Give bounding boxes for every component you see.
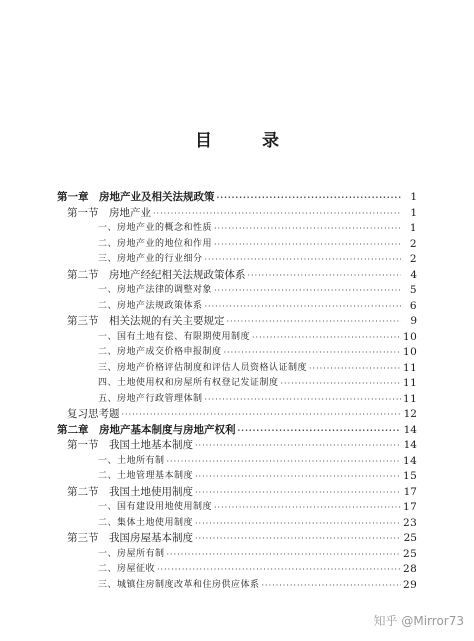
toc-page-number: 23 — [403, 516, 417, 529]
dot-leader — [281, 376, 401, 392]
dot-leader — [195, 438, 401, 454]
dot-leader — [214, 283, 401, 299]
dot-leader — [227, 314, 402, 330]
toc-page-number: 10 — [403, 346, 417, 358]
toc-entry-label: 二、房地产业的地位和作用 — [98, 238, 213, 249]
dot-leader — [248, 268, 402, 284]
toc-section-row[interactable] — [57, 485, 417, 501]
toc-page-number: 10 — [403, 330, 417, 343]
dot-leader — [195, 516, 401, 532]
toc-entry-label: 第一节 房地产业 — [67, 206, 151, 219]
toc-entry-label: 一、国有建设用地使用制度 — [98, 502, 213, 512]
toc-chapter-row[interactable] — [57, 423, 417, 439]
toc-entry-label: 四、土地使用权和房屋所有权登记发证制度 — [98, 378, 279, 388]
toc-title: 目 录 — [195, 131, 301, 151]
toc-page-number: 12 — [403, 408, 417, 420]
toc-page-number: 14 — [403, 454, 417, 467]
toc-page-number: 6 — [409, 299, 417, 312]
toc-item-row[interactable] — [57, 221, 417, 237]
toc-entry-label: 二、土地管理基本制度 — [98, 471, 194, 481]
toc-entry-label: 第二节 我国土地使用制度 — [67, 485, 193, 498]
dot-leader — [238, 423, 402, 439]
toc-item-row[interactable] — [57, 469, 417, 485]
toc-entry-label: 复习思考题 — [67, 408, 120, 420]
toc-entry-label: 第一章 房地产业及相关法规政策 — [57, 191, 215, 203]
toc-entry-label: 一、国有土地有偿、有限期使用制度 — [98, 331, 251, 342]
toc-item-row[interactable] — [57, 361, 417, 377]
dot-leader — [214, 221, 401, 237]
dot-leader — [252, 330, 401, 346]
toc-item-row[interactable] — [57, 562, 417, 578]
toc-entry-label: 二、房地产成交价格申报制度 — [98, 347, 222, 357]
dot-leader — [195, 469, 401, 485]
dot-leader — [205, 392, 401, 408]
toc-entry-label: 二、房地产法规政策体系 — [98, 300, 203, 311]
toc-page-number: 4 — [410, 268, 417, 281]
toc-entry-label: 二、集体土地使用制度 — [98, 517, 194, 528]
toc-review-row[interactable] — [57, 407, 417, 423]
toc-entry-label: 一、房地产业的概念和性质 — [98, 223, 213, 233]
toc-item-row[interactable] — [57, 454, 417, 470]
toc-section-row[interactable] — [57, 438, 417, 454]
toc-page-number: 29 — [403, 578, 417, 591]
toc-item-row[interactable] — [57, 547, 417, 563]
toc-page-number: 17 — [403, 485, 417, 498]
dot-leader — [214, 237, 401, 253]
toc-page-number: 17 — [403, 501, 417, 513]
toc-page-number: 9 — [410, 315, 417, 327]
toc-entry-label: 二、房屋征收 — [98, 564, 156, 574]
toc-entry-label: 五、房地产行政管理体制 — [98, 393, 203, 404]
toc-page-number: 25 — [403, 532, 417, 544]
dot-leader — [214, 500, 401, 516]
toc-page-number: 28 — [403, 563, 417, 575]
dot-leader — [309, 361, 401, 377]
toc-entry-label: 第二节 房地产经纪相关法规政策体系 — [67, 268, 246, 281]
toc-item-row[interactable] — [57, 392, 417, 408]
toc-section-row[interactable] — [57, 314, 417, 330]
table-of-contents — [57, 190, 417, 593]
toc-section-row[interactable] — [57, 268, 417, 284]
toc-page-number: 14 — [403, 439, 417, 451]
toc-page-number: 2 — [409, 253, 417, 265]
toc-entry-label: 第一节 我国土地基本制度 — [67, 439, 193, 451]
toc-item-row[interactable] — [57, 578, 417, 594]
dot-leader — [122, 407, 402, 423]
toc-section-row[interactable] — [57, 531, 417, 547]
toc-section-row[interactable] — [57, 206, 417, 222]
dot-leader — [224, 345, 401, 361]
toc-page-number: 11 — [403, 392, 417, 405]
toc-page-number: 2 — [409, 237, 417, 250]
toc-item-row[interactable] — [57, 283, 417, 299]
dot-leader — [153, 206, 401, 222]
toc-item-row[interactable] — [57, 252, 417, 268]
toc-page-number: 5 — [409, 284, 417, 296]
toc-entry-label: 三、房地产业的行业细分 — [98, 254, 203, 264]
toc-page-number: 15 — [403, 470, 417, 482]
toc-entry-label: 三、城镇住房制度改革和住房供应体系 — [98, 579, 260, 590]
toc-entry-label: 第三节 相关法规的有关主要规定 — [67, 315, 225, 327]
dot-leader — [167, 454, 401, 470]
toc-page-number: 1 — [410, 206, 417, 219]
toc-item-row[interactable] — [57, 237, 417, 253]
toc-entry-label: 第三节 我国房屋基本制度 — [67, 532, 193, 544]
toc-item-row[interactable] — [57, 299, 417, 315]
dot-leader — [195, 531, 401, 547]
dot-leader — [205, 299, 401, 315]
toc-item-row[interactable] — [57, 500, 417, 516]
toc-entry-label: 一、房屋所有制 — [98, 548, 165, 559]
toc-item-row[interactable] — [57, 330, 417, 346]
watermark: 知乎 @Mirror73 — [373, 614, 464, 628]
toc-item-row[interactable] — [57, 376, 417, 392]
toc-chapter-row[interactable] — [57, 190, 417, 206]
toc-entry-label: 一、房地产法律的调整对象 — [98, 285, 213, 295]
toc-entry-label: 一、土地所有制 — [98, 455, 165, 466]
dot-leader — [167, 547, 401, 563]
toc-page-number: 14 — [403, 423, 417, 436]
dot-leader — [262, 578, 401, 594]
toc-page-number: 11 — [403, 361, 417, 374]
toc-entry-label: 第二章 房地产基本制度与房地产权利 — [57, 423, 236, 436]
toc-item-row[interactable] — [57, 516, 417, 532]
toc-page-number: 1 — [409, 222, 417, 234]
toc-page-number: 1 — [410, 191, 417, 203]
toc-item-row[interactable] — [57, 345, 417, 361]
dot-leader — [195, 485, 401, 501]
dot-leader — [205, 252, 401, 268]
toc-page-number: 25 — [403, 547, 417, 560]
dot-leader — [157, 562, 401, 578]
dot-leader — [217, 190, 402, 206]
toc-page-number: 11 — [403, 377, 417, 389]
toc-entry-label: 三、房地产价格评估制度和评估人员资格认证制度 — [98, 362, 308, 373]
